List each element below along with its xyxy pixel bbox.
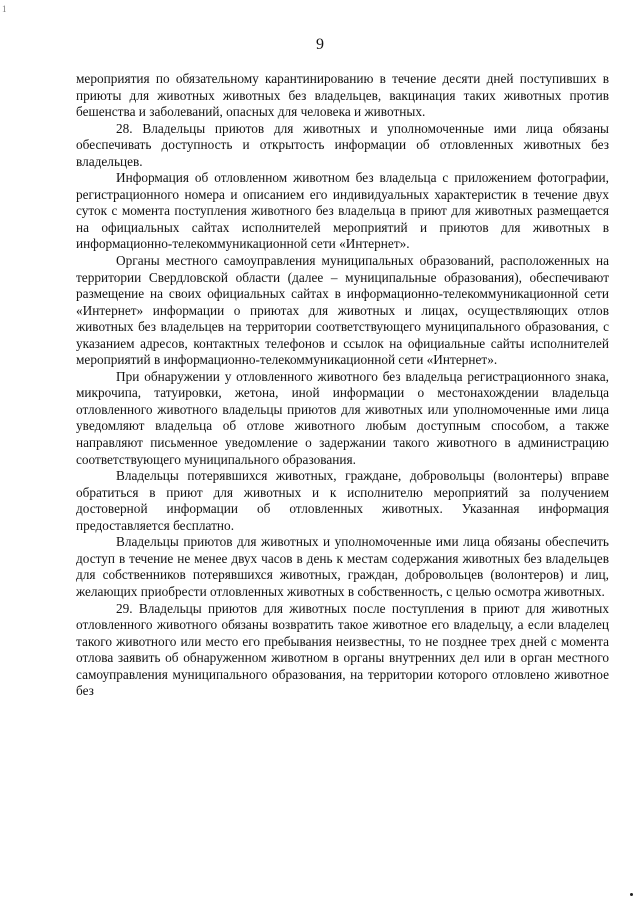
paragraph-29: 29. Владельцы приютов для животных после поступления в приют для животных отловленного животного обязаны возвратить такое животное его владельцу, а если владелец такого животного или место его пребывания неизвестны, то не позднее трех дней с момента отлова заявить об обнаруженном животном в органы внутренних дел или в орган местного самоуправления муниципального образования, на территории которого отловлено животное без <box>76 600 609 699</box>
document-body <box>76 71 609 700</box>
scan-artifact-dot <box>630 893 633 896</box>
paragraph-28-lost-animal-owners: Владельцы потерявшихся животных, граждане, добровольцы (волонтеры) вправе обратиться в приют для животных и к исполнителю мероприятий за получением достоверной информации об отловленных животных. Указанная информация предоставляется бесплатно. <box>76 468 609 533</box>
paragraph-continuation: мероприятия по обязательному карантинированию в течение десяти дней поступивших в приюты для животных животных без владельцев, вакцинация таких животных против бешенства и заболеваний, опасных для человека и животных. <box>76 71 609 120</box>
paragraph-28: 28. Владельцы приютов для животных и уполномоченные ими лица обязаны обеспечивать доступность и открытость информации об отловленных животных без владельцев. <box>76 120 609 169</box>
paragraph-28-owner-detection: При обнаружении у отловленного животного без владельца регистрационного знака, микрочипа, татуировки, жетона, иной информации о местонахождении владельца отловленного животного владельцы приютов для животных или уполномоченные ими лица уведомляют владельца об отлове животного любым доступным способом, а также направляют письменное уведомление о задержании такого животного в администрацию соответствующего муниципального образования. <box>76 368 609 467</box>
margin-mark: 1 <box>2 4 7 14</box>
paragraph-28-shelter-access: Владельцы приютов для животных и уполномоченные ими лица обязаны обеспечить доступ в течение не менее двух часов в день к местам содержания животных без владельцев для собственников потерявшихся животных, граждан, добровольцев (волонтеров) и лиц, желающих приобрести отловленных животных в собственность, с целью осмотра животных. <box>76 534 609 599</box>
paragraph-28-information: Информация об отловленном животном без владельца с приложением фотографии, регистрационного номера и описанием его индивидуальных характеристик в течение двух суток с момента поступления животного без владельца в приют для животных размещается на официальных сайтах исполнителей мероприятий и приютов для животных в информационно-телекоммуникационной сети «Интернет». <box>76 170 609 252</box>
paragraph-28-local-authorities: Органы местного самоуправления муниципальных образований, расположенных на территории Свердловской области (далее – муниципальные образования), обеспечивают размещение на своих официальных сайтах в информационно-телекоммуникационной сети «Интернет» информации о приютах для животных и лицах, осуществляющих отлов животных без владельцев на территории соответствующего муниципального образования, с указанием адресов, контактных телефонов и ссылок на официальные сайты исполнителей мероприятий в информационно-телекоммуникационной сети «Интернет». <box>76 253 609 368</box>
page-number: 9 <box>316 36 324 53</box>
